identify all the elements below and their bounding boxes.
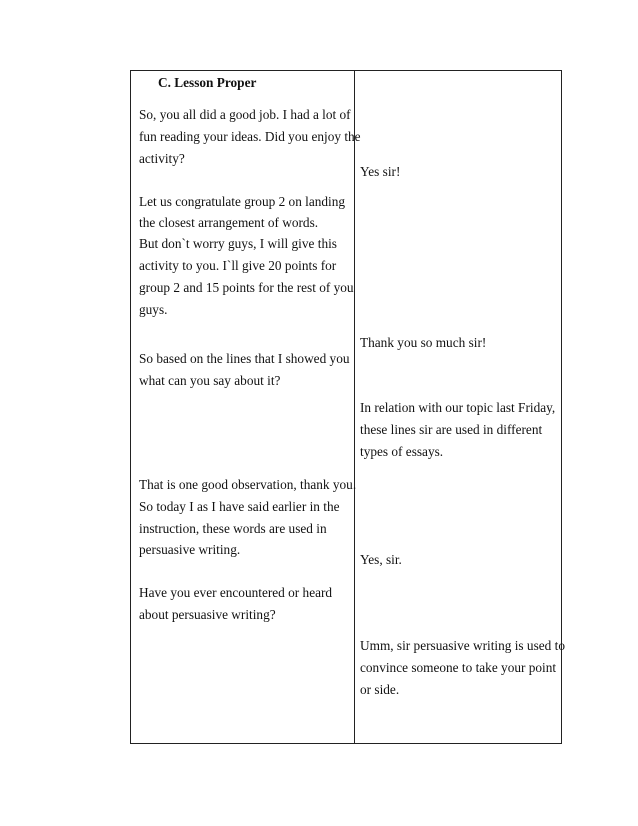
student-line: Yes sir! [360,164,401,179]
teacher-line: Have you ever encountered or heard [139,585,333,600]
lesson-table [130,70,565,744]
teacher-line: about persuasive writing? [139,607,276,622]
teacher-line: So today I as I have said earlier in the [139,499,340,514]
teacher-line: the closest arrangement of words. [139,215,319,230]
teacher-line: Let us congratulate group 2 on landing [139,194,346,209]
student-line: Umm, sir persuasive writing is used to [360,638,565,653]
teacher-line: persuasive writing. [139,542,241,557]
teacher-line: So, you all did a good job. I had a lot of [139,107,351,122]
column-divider [354,71,355,743]
teacher-line: So based on the lines that I showed you [139,351,350,366]
teacher-line: But don`t worry guys, I will give this [139,236,337,251]
section-heading: C. Lesson Proper [158,75,257,90]
student-line: In relation with our topic last Friday, [360,400,556,415]
student-line: Thank you so much sir! [360,335,487,350]
student-line: types of essays. [360,444,444,459]
teacher-line: group 2 and 15 points for the rest of you [139,280,354,295]
teacher-line: what can you say about it? [139,373,281,388]
teacher-line: fun reading your ideas. Did you enjoy the [139,129,361,144]
student-line: these lines sir are used in different [360,422,543,437]
teacher-line: instruction, these words are used in [139,521,327,536]
student-line: or side. [360,682,400,697]
student-line: convince someone to take your point [360,660,557,675]
teacher-line: That is one good observation, thank you. [139,477,357,492]
teacher-line: guys. [139,302,168,317]
teacher-line: activity to you. I`ll give 20 points for [139,258,337,273]
teacher-line: activity? [139,151,185,166]
student-line: Yes, sir. [360,552,402,567]
